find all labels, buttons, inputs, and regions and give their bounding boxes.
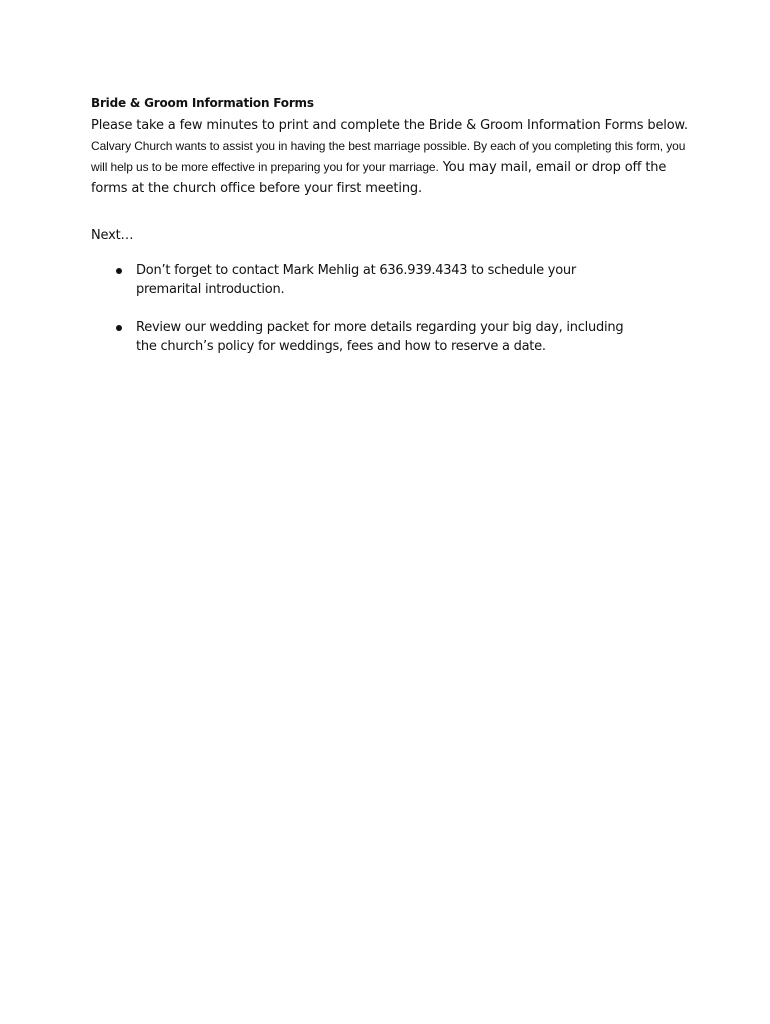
list-item — [91, 261, 641, 299]
intro-sentence-delivery: You may mail, email or drop off the forms at the church office before your first meeting. — [91, 160, 667, 196]
list-item — [91, 318, 641, 356]
intro-sentence-print: Please take a few minutes to print and complete the Bride & Groom Information Forms below. — [91, 118, 688, 133]
document-content — [91, 94, 691, 375]
list-item-text: Don’t forget to contact Mark Mehlig at 636.939.4343 to schedule your premarital introduction. — [136, 263, 577, 297]
bullet-icon — [116, 268, 122, 274]
page-title: Bride & Groom Information Forms — [91, 96, 314, 110]
intro-paragraph — [91, 115, 691, 199]
intro-sentence-purpose: Calvary Church wants to assist you in having the best marriage possible. By each of you completing this form, you will help us to be more effective in preparing you for your marriage. — [91, 139, 686, 174]
bullet-icon — [116, 325, 122, 331]
next-heading: Next… — [91, 228, 134, 243]
list-item-text: Review our wedding packet for more details regarding your big day, including the church’s policy for weddings, fees and how to reserve a date. — [136, 320, 624, 354]
next-steps-list — [91, 261, 691, 356]
